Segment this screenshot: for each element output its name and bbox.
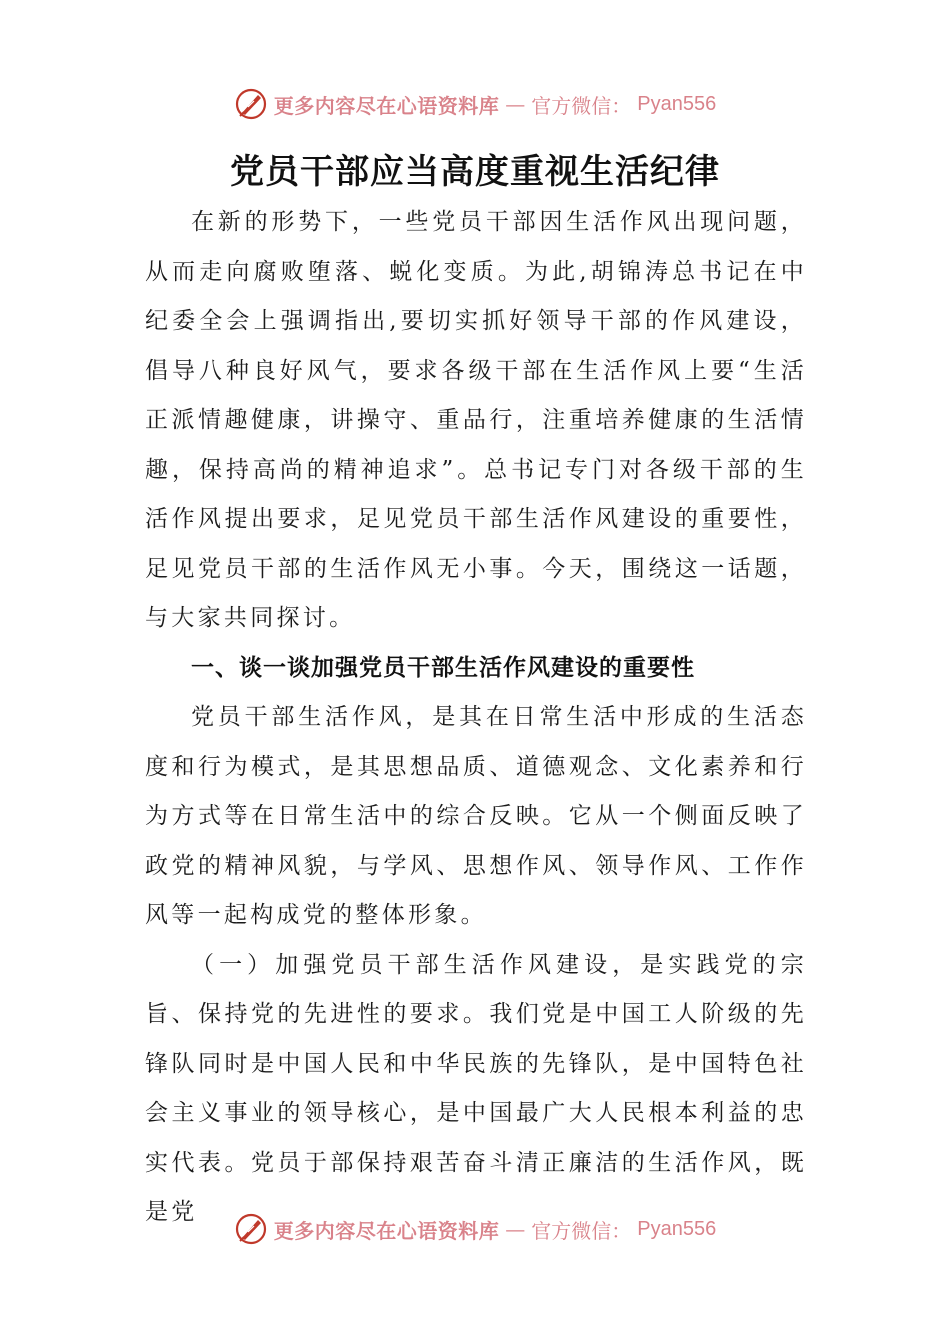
watermark-text: 更多内容尽在心语资料库 [273, 93, 500, 118]
watermark-wechat-id: Pyan556 [637, 92, 717, 115]
watermark-footer [0, 1209, 950, 1249]
watermark-text: 更多内容尽在心语资料库 [273, 1218, 500, 1243]
watermark-wechat-label: 官方微信： [531, 1218, 632, 1243]
body-paragraph: （一）加强党员干部生活作风建设，是实践党的宗旨、保持党的先进性的要求。我们党是中国工人阶级的先锋队同时是中国人民和中华民族的先锋队，是中国特色社会主义事业的领导核心，是中国最广大人民根本利益的忠实代表。党员于部保持艰苦奋斗清正廉洁的生活作风，既是党 [145, 951, 807, 1225]
watermark-header [0, 84, 950, 124]
body-paragraph: 党员干部生活作风，是其在日常生活中形成的生活态度和行为模式，是其思想品质、道德观念、文化素养和行为方式等在日常生活中的综合反映。它从一个侧面反映了政党的精神风貌，与学风、思想作风、领导作风、工作作风等一起构成党的整体形象。 [145, 704, 807, 928]
document-body [145, 198, 807, 1238]
quill-logo-icon [234, 87, 268, 121]
watermark-wechat-label: 官方微信： [531, 93, 632, 118]
quill-logo-icon [234, 1212, 268, 1246]
watermark-wechat-id: Pyan556 [637, 1217, 717, 1240]
document-title: 党员干部应当高度重视生活纪律 [230, 152, 720, 192]
watermark-separator: — [505, 1217, 526, 1241]
body-paragraph: 在新的形势下，一些党员干部因生活作风出现问题，从而走向腐败堕落、蜕化变质。为此,胡锦涛总书记在中纪委全会上强调指出,要切实抓好领导干部的作风建设，倡导八种良好风气，要求各级干部在生活作风上要“生活正派情趣健康，讲操守、重品行，注重培养健康的生活情趣，保持高尚的精神追求”。总书记专门对各级干部的生活作风提出要求，足见党员干部生活作风建设的重要性，足见党员干部的生活作风无小事。今天，围绕这一话题，与大家共同探讨。 [145, 209, 807, 631]
watermark-separator: — [505, 92, 526, 116]
section-heading: 一、谈一谈加强党员干部生活作风建设的重要性 [191, 654, 695, 681]
